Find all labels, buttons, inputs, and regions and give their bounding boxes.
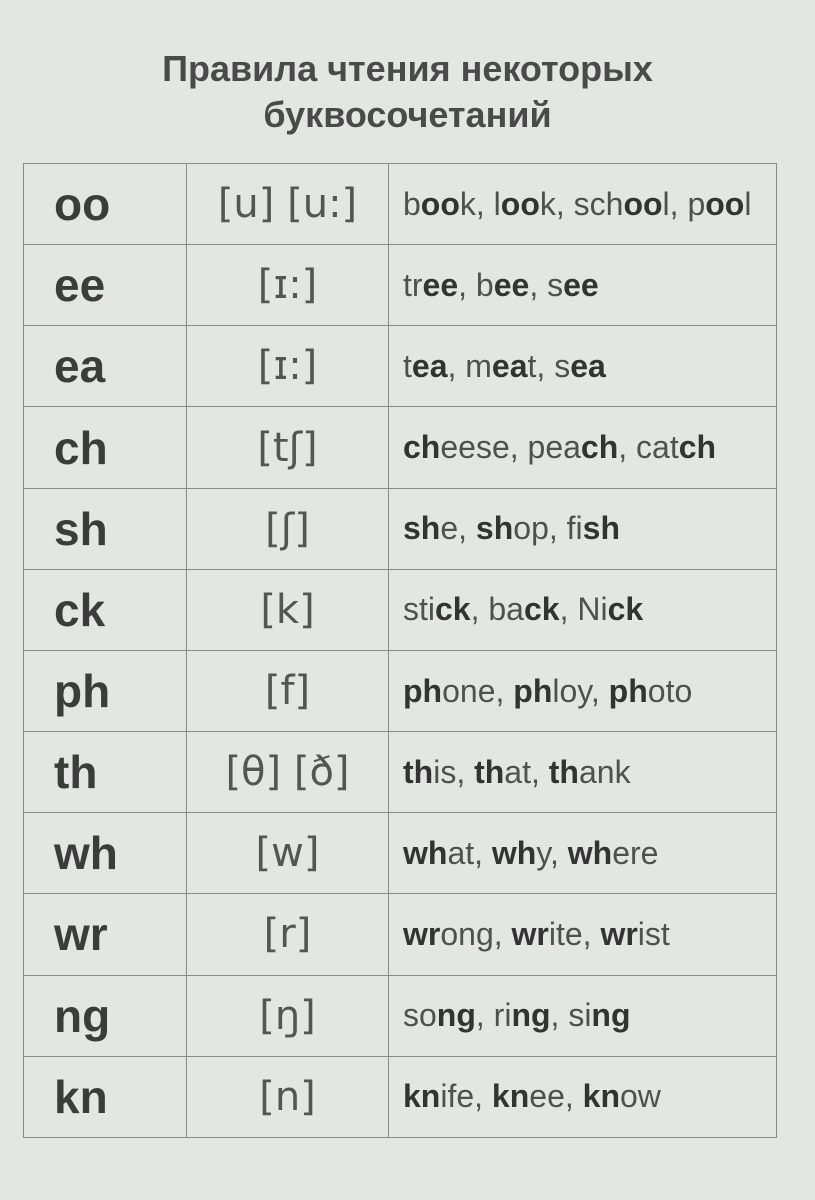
rules-table: [23, 163, 777, 1138]
example-words: [389, 732, 777, 813]
highlighted-letters: kn: [582, 1078, 620, 1115]
example-words: [389, 1056, 777, 1137]
example-text: e,: [440, 510, 476, 547]
highlighted-letters: ck: [435, 591, 471, 628]
example-text: , p: [669, 185, 706, 222]
example-words: [389, 164, 777, 245]
highlighted-letters: ch: [678, 429, 717, 466]
highlighted-letters: wh: [403, 834, 448, 871]
letter-combination: wr: [24, 894, 187, 975]
letter-combination: oo: [24, 164, 187, 245]
example-text: so: [403, 997, 437, 1034]
highlighted-letters: ea: [491, 347, 528, 384]
example-text: tr: [403, 266, 423, 303]
example-text: , cat: [618, 429, 679, 466]
table-row: [24, 975, 777, 1056]
table-row: [24, 813, 777, 894]
example-words: [389, 813, 777, 894]
letter-combination: ph: [24, 650, 187, 731]
page-title: [0, 46, 815, 138]
example-words: [389, 650, 777, 731]
highlighted-letters: sh: [475, 510, 514, 547]
highlighted-letters: oo: [623, 185, 663, 222]
title-line-1: Правила чтения некоторых: [162, 48, 653, 89]
highlighted-letters: kn: [403, 1078, 441, 1115]
example-text: , m: [447, 347, 492, 384]
example-text: k: [539, 185, 556, 222]
example-words: [389, 488, 777, 569]
highlighted-letters: ph: [403, 672, 443, 709]
letter-combination: ch: [24, 407, 187, 488]
highlighted-letters: ng: [436, 997, 476, 1034]
highlighted-letters: oo: [420, 185, 460, 222]
example-words: [389, 894, 777, 975]
highlighted-letters: th: [548, 753, 579, 790]
highlighted-letters: oo: [705, 185, 745, 222]
example-text: y,: [536, 834, 568, 871]
letter-combination: wh: [24, 813, 187, 894]
transcription: [k]: [187, 569, 389, 650]
example-text: , ri: [475, 997, 512, 1034]
table-row: [24, 326, 777, 407]
example-text: ist: [637, 915, 670, 952]
example-text: t: [527, 347, 537, 384]
transcription: [ŋ]: [187, 975, 389, 1056]
letter-combination: th: [24, 732, 187, 813]
highlighted-letters: wh: [567, 834, 613, 871]
example-text: eese, pea: [440, 429, 581, 466]
transcription: [n]: [187, 1056, 389, 1137]
example-text: ong,: [440, 915, 512, 952]
example-text: ank: [578, 753, 631, 790]
example-text: b: [403, 185, 421, 222]
table-row: [24, 650, 777, 731]
example-text: loy,: [552, 672, 609, 709]
table-row: [24, 732, 777, 813]
example-text: op, fi: [513, 510, 583, 547]
highlighted-letters: ng: [591, 997, 631, 1034]
highlighted-letters: sh: [403, 510, 441, 547]
highlighted-letters: oo: [500, 185, 540, 222]
highlighted-letters: ee: [422, 266, 459, 303]
rules-table-body: [24, 164, 777, 1138]
letter-combination: kn: [24, 1056, 187, 1137]
example-text: , b: [458, 266, 494, 303]
title-line-2: буквосочетаний: [263, 94, 552, 135]
table-row: [24, 164, 777, 245]
highlighted-letters: wh: [491, 834, 537, 871]
highlighted-letters: ph: [608, 672, 648, 709]
highlighted-letters: ph: [513, 672, 553, 709]
example-text: ite,: [548, 915, 601, 952]
letter-combination: ee: [24, 245, 187, 326]
table-row: [24, 488, 777, 569]
example-text: t: [403, 347, 412, 384]
example-text: one,: [442, 672, 514, 709]
table-row: [24, 407, 777, 488]
transcription: [θ] [ð]: [187, 732, 389, 813]
highlighted-letters: sh: [582, 510, 620, 547]
example-text: at,: [504, 753, 549, 790]
example-text: , l: [475, 185, 501, 222]
highlighted-letters: ch: [403, 429, 441, 466]
example-text: at,: [447, 834, 492, 871]
example-text: , ba: [470, 591, 524, 628]
example-text: l: [744, 185, 752, 222]
transcription: [w]: [187, 813, 389, 894]
highlighted-letters: ee: [563, 266, 599, 303]
letter-combination: ck: [24, 569, 187, 650]
highlighted-letters: ck: [607, 591, 644, 628]
highlighted-letters: th: [403, 753, 434, 790]
transcription: [ʃ]: [187, 488, 389, 569]
highlighted-letters: ea: [411, 347, 448, 384]
example-text: , sch: [555, 185, 624, 222]
highlighted-letters: wr: [511, 915, 549, 952]
transcription: [r]: [187, 894, 389, 975]
table-row: [24, 569, 777, 650]
table-row: [24, 894, 777, 975]
table-row: [24, 1056, 777, 1137]
transcription: [ɪ:]: [187, 245, 389, 326]
example-words: [389, 407, 777, 488]
example-text: oto: [647, 672, 693, 709]
highlighted-letters: ck: [523, 591, 560, 628]
example-text: , s: [536, 347, 571, 384]
table-row: [24, 245, 777, 326]
highlighted-letters: wr: [600, 915, 638, 952]
highlighted-letters: ch: [580, 429, 619, 466]
transcription: [ɪ:]: [187, 326, 389, 407]
highlighted-letters: th: [474, 753, 505, 790]
example-text: ife,: [440, 1078, 492, 1115]
highlighted-letters: kn: [491, 1078, 530, 1115]
highlighted-letters: wr: [403, 915, 441, 952]
example-text: , si: [550, 997, 592, 1034]
example-text: ere: [612, 834, 659, 871]
example-words: [389, 975, 777, 1056]
transcription: [tʃ]: [187, 407, 389, 488]
example-text: sti: [403, 591, 435, 628]
highlighted-letters: ng: [511, 997, 551, 1034]
example-words: [389, 245, 777, 326]
example-words: [389, 326, 777, 407]
letter-combination: ng: [24, 975, 187, 1056]
example-text: , s: [529, 266, 564, 303]
transcription: [u] [u:]: [187, 164, 389, 245]
example-words: [389, 569, 777, 650]
example-text: is,: [433, 753, 475, 790]
example-text: ow: [619, 1078, 661, 1115]
highlighted-letters: ea: [570, 347, 606, 384]
letter-combination: sh: [24, 488, 187, 569]
transcription: [f]: [187, 650, 389, 731]
example-text: , Ni: [559, 591, 608, 628]
highlighted-letters: ee: [493, 266, 530, 303]
example-text: ee,: [529, 1078, 583, 1115]
letter-combination: ea: [24, 326, 187, 407]
example-text: l: [662, 185, 670, 222]
example-text: k: [459, 185, 476, 222]
